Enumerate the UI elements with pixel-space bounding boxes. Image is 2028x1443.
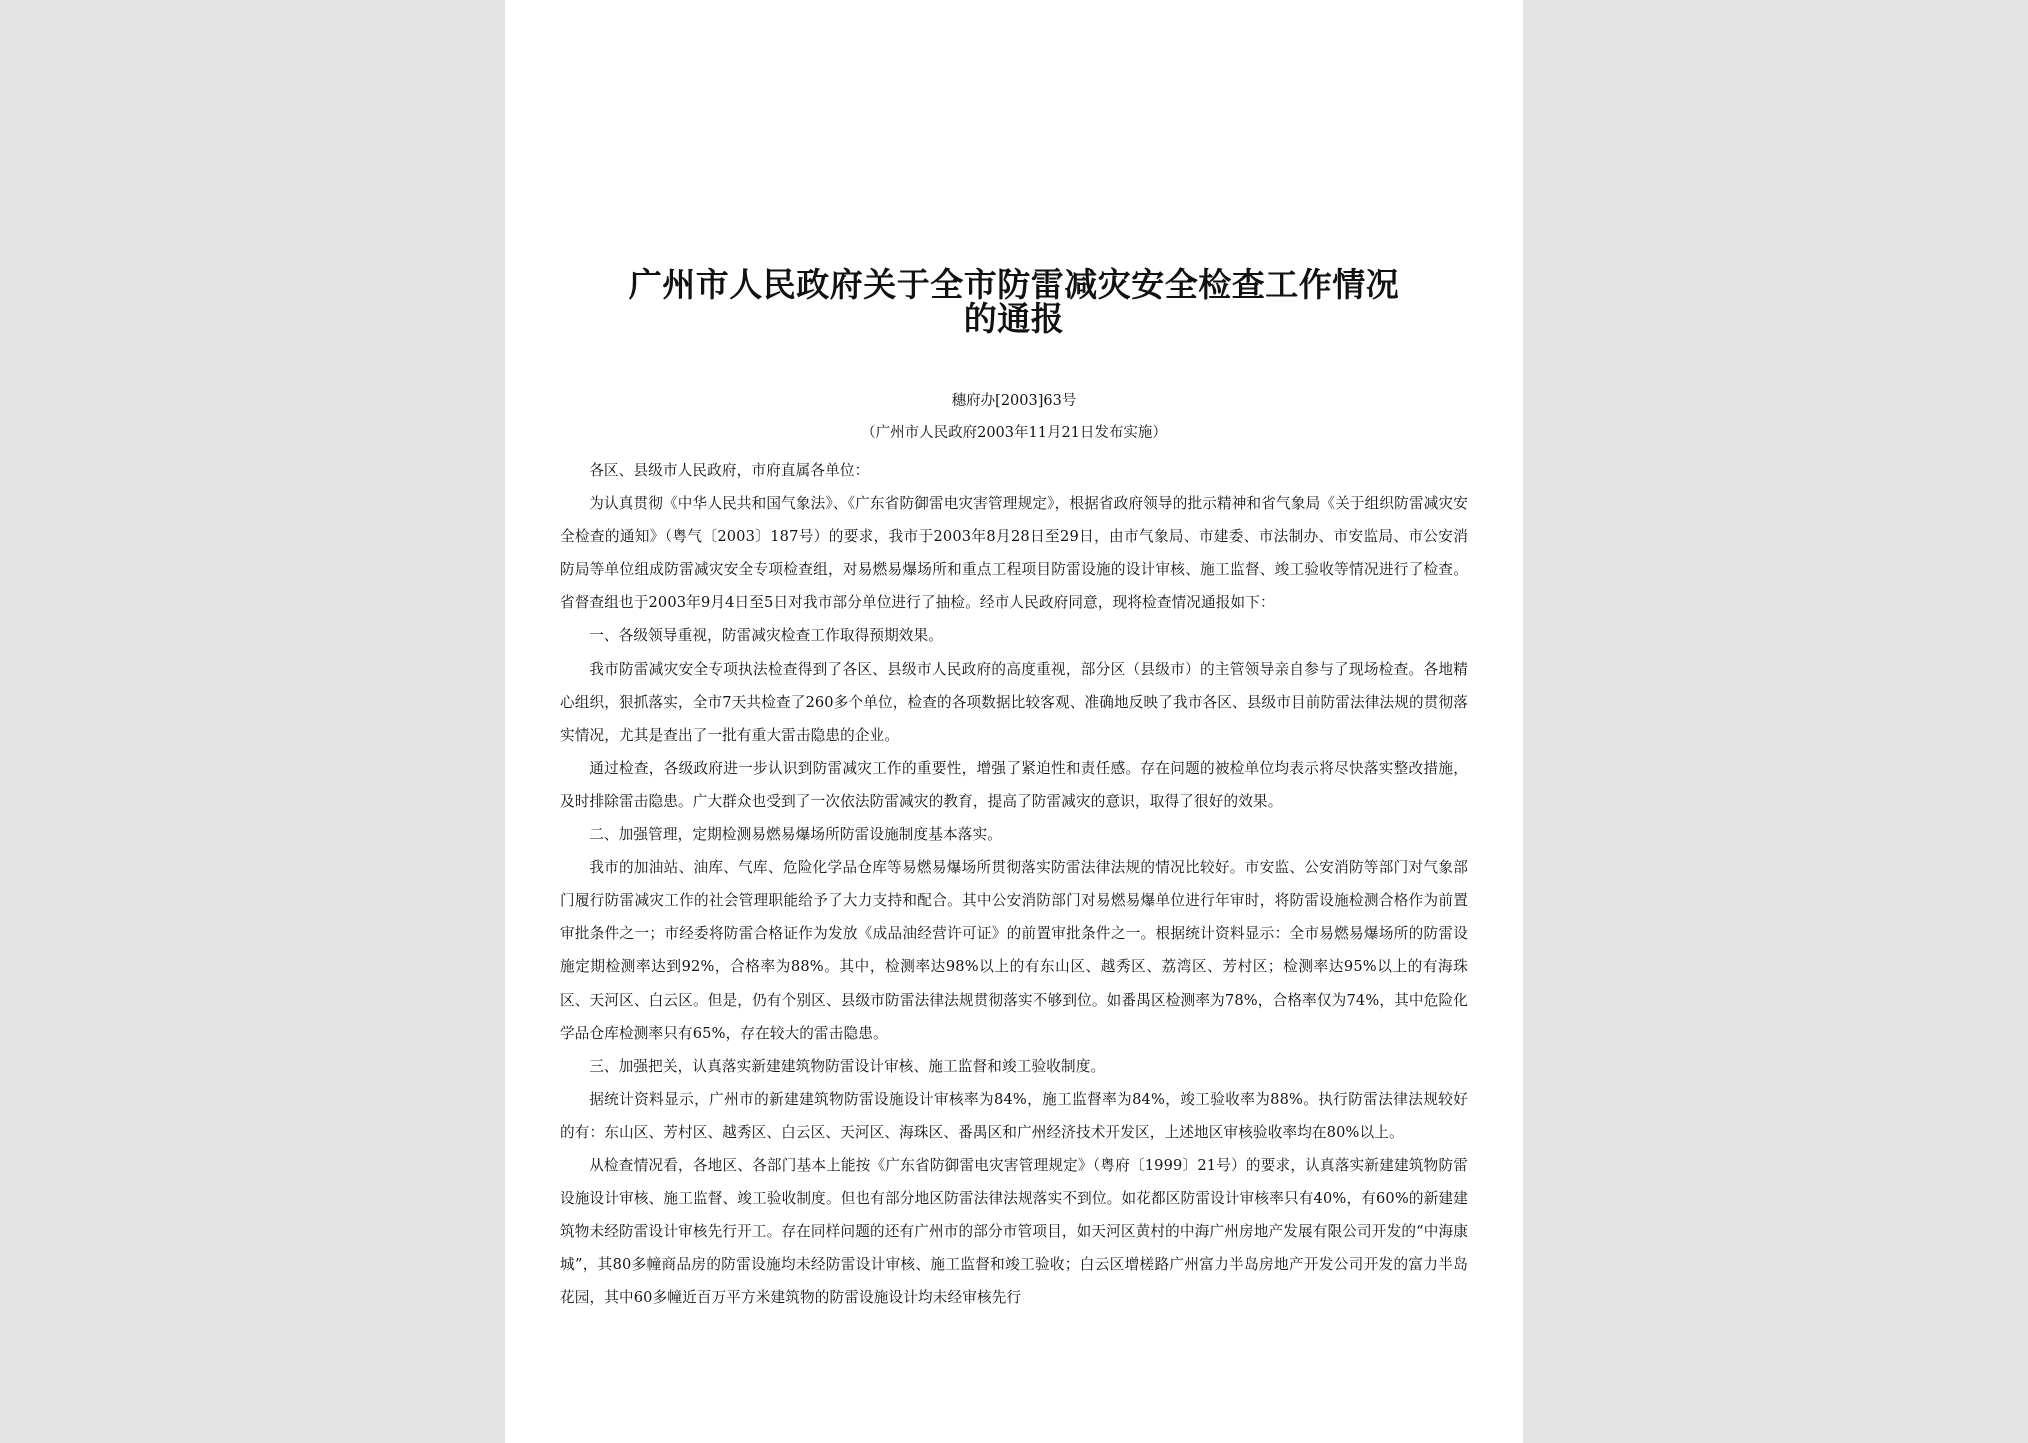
- salutation: 各区、县级市人民政府，市府直属各单位：: [589, 462, 870, 479]
- document-page: [505, 0, 1523, 1443]
- body-paragraph: 从检查情况看，各地区、各部门基本上能按《广东省防御雷电灾害管理规定》（粤府〔1999〕21号）的要求，认真落实新建建筑物防雷设施设计审核、施工监督、竣工验收制度。但也有部分地区防雷法律法规落实不到位。如花都区防雷设计审核率只有40%，有60%的新建建筑物未经防雷设计审核先行开工。存在同样问题的还有广州市的部分市管项目，如天河区黄村的中海广州房地产发展有限公司开发的“中海康城”，其80多幢商品房的防雷设施均未经防雷设计审核、施工监督和竣工验收；白云区增槎路广州富力半岛房地产开发公司开发的富力半岛花园，其中60多幢近百万平方米建筑物的防雷设施设计均未经审核先行: [560, 1156, 1468, 1307]
- section-heading: 二、加强管理，定期检测易燃易爆场所防雷设施制度基本落实。: [589, 826, 1003, 844]
- body-paragraph: 为认真贯彻《中华人民共和国气象法》、《广东省防御雷电灾害管理规定》，根据省政府领导的批示精神和省气象局《关于组织防雷减灾安全检查的通知》（粤气〔2003〕187号）的要求，我市于2003年8月28日至29日，由市气象局、市建委、市法制办、市安监局、市公安消防局等单位组成防雷减灾安全专项检查组，对易燃易爆场所和重点工程项目防雷设施的设计审核、施工监督、竣工验收等情况进行了检查。省督查组也于2003年9月4日至5日对我市部分单位进行了抽检。经市人民政府同意，现将检查情况通报如下：: [560, 495, 1468, 612]
- issue-note: （广州市人民政府2003年11月21日发布实施）: [861, 425, 1167, 441]
- document-number: 穗府办[2003]63号: [951, 393, 1077, 409]
- body-paragraph: 我市的加油站、油库、气库、危险化学品仓库等易燃易爆场所贯彻落实防雷法律法规的情况比较好。市安监、公安消防等部门对气象部门履行防雷减灾工作的社会管理职能给予了大力支持和配合。其中公安消防部门对易燃易爆单位进行年审时，将防雷设施检测合格作为前置审批条件之一；市经委将防雷合格证作为发放《成品油经营许可证》的前置审批条件之一。根据统计资料显示：全市易燃易爆场所的防雷设施定期检测率达到92%，合格率为88%。其中，检测率达98%以上的有东山区、越秀区、荔湾区、芳村区；检测率达95%以上的有海珠区、天河区、白云区。但是，仍有个别区、县级市防雷法律法规贯彻落实不够到位。如番禺区检测率为78%，合格率仅为74%，其中危险化学品仓库检测率只有65%，存在较大的雷击隐患。: [560, 859, 1468, 1042]
- body-paragraph: 通过检查，各级政府进一步认识到防雷减灾工作的重要性，增强了紧迫性和责任感。存在问题的被检单位均表示将尽快落实整改措施，及时排除雷击隐患。广大群众也受到了一次依法防雷减灾的教育，提高了防雷减灾的意识，取得了很好的效果。: [560, 759, 1468, 810]
- section-heading: 一、各级领导重视，防雷减灾检查工作取得预期效果。: [589, 627, 944, 645]
- section-heading: 三、加强把关，认真落实新建建筑物防雷设计审核、施工监督和竣工验收制度。: [589, 1057, 1106, 1075]
- body-paragraph: 我市防雷减灾安全专项执法检查得到了各区、县级市人民政府的高度重视，部分区（县级市）的主管领导亲自参与了现场检查。各地精心组织，狠抓落实，全市7天共检查了260多个单位，检查的各项数据比较客观、准确地反映了我市各区、县级市目前防雷法律法规的贯彻落实情况，尤其是查出了一批有重大雷击隐患的企业。: [560, 660, 1468, 744]
- document-body: [560, 454, 1468, 1314]
- document-title-line1: 广州市人民政府关于全市防雷减灾安全检查工作情况: [628, 265, 1400, 304]
- document-title-line2: 的通报: [963, 299, 1065, 338]
- body-paragraph: 据统计资料显示，广州市的新建建筑物防雷设施设计审核率为84%，施工监督率为84%，竣工验收率为88%。执行防雷法律法规较好的有：东山区、芳村区、越秀区、白云区、天河区、海珠区、番禺区和广州经济技术开发区，上述地区审核验收率均在80%以上。: [560, 1090, 1468, 1141]
